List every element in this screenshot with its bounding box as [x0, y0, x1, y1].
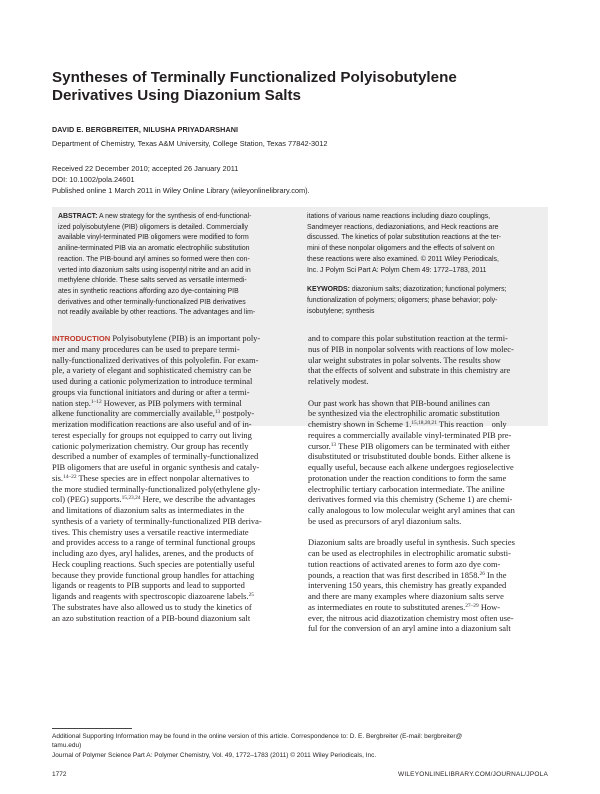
body-line: as intermediates en route to substituted arenes.$^{27-29}$ How- [308, 601, 501, 612]
citation: 27–29 [465, 602, 479, 609]
body-line: can be used as electrophiles in electrophilic aromatic substi- [308, 548, 511, 558]
body-line: nus of PIB in nonpolar solvents with reactions of low molec- [308, 343, 514, 354]
body-line: ligands and reagents with spectroscopic diazoarene labels.$^{25}$ [52, 591, 254, 601]
author-list: DAVID E. BERGBREITER, NILUSHA PRIYADARSHANI [52, 125, 239, 134]
footnotes [52, 732, 548, 760]
abstract-line: discussed. The kinetics of polar substitution reactions at the ter- [307, 234, 502, 242]
body-line: be synthesized via the electrophilic aromatic substitution [308, 408, 500, 419]
body-line: nation step.$^{1-12}$ However, as PIB polymers with terminal [52, 397, 242, 408]
supporting-info-note-cont: tamu.edu) [52, 742, 82, 750]
body-line: The substrates have also allowed us to study the kinetics of [52, 601, 252, 612]
body-line: Polyisobutylene (PIB) is an important poly- [112, 333, 261, 343]
abstract-line: ABSTRACT: A new strategy for the synthesis of end-functional- [58, 213, 252, 220]
abstract-line: reaction. The PIB-bound aryl amines so formed were then con- [58, 255, 250, 263]
abstract-label: ABSTRACT: [58, 213, 98, 220]
body-line: intervening 150 years, this chemistry has greatly expanded [308, 580, 507, 591]
abstract-column-left [58, 212, 296, 319]
body-line: Diazonium salts are broadly useful in synthesis. Such species [308, 537, 515, 548]
body-line: chemistry shown in Scheme 1.$^{15,18,20,21}$ This reaction only [308, 419, 507, 429]
body-line: cursor.$^{13}$ These PIB oligomers can be terminated with either [308, 440, 510, 451]
body-line: derivatives formed via this chemistry (Scheme 1) are chemi- [308, 494, 513, 505]
article-title [52, 69, 522, 105]
abstract-line: these reactions were also examined. © 2011 Wiley Periodicals, [307, 255, 499, 263]
abstract-line: methylene chloride. These salts served as versatile intermedi- [58, 277, 247, 285]
body-line: PIB oligomers that are useful in organic synthesis and cataly- [52, 462, 260, 472]
keywords-line: isobutylene; synthesis [307, 307, 375, 315]
body-line: Our past work has shown that PIB-bound anilines can [308, 397, 490, 408]
body-line: equally useful, because each alkene undergoes regioselective [308, 462, 514, 472]
body-line: be used as precursors of aryl diazonium salts. [308, 515, 462, 526]
body-line: and there are many examples where diazonium salts serve [308, 591, 504, 601]
body-line: cally analogous to low molecular weight aryl amines that can [308, 505, 515, 515]
body-line: sis.$^{14-22}$ These species are in effect nonpolar alternatives to [52, 472, 250, 483]
body-line: and provides access to a range of terminal functional groups [52, 537, 256, 548]
abstract-column-right [307, 212, 545, 317]
body-line: tives. This chemistry uses a versatile reactive intermediate [52, 526, 249, 537]
body-line: merization modification reactions are also useful and of in- [52, 419, 252, 429]
abstract-line: ized polyisobutylene (PIB) oligomers is detailed. Commercially [58, 223, 248, 231]
body-column-right [308, 333, 548, 634]
abstract-line: ates in synthetic reactions affording azo dye-containing PIB [58, 287, 239, 295]
body-line: tution reactions of activated arenes to form azo dye com- [308, 558, 501, 569]
abstract-line: aniline-terminated PIB via an aromatic electrophilic substitution [58, 245, 250, 253]
body-line: including azo dyes, aryl halides, arenes, and the products of [52, 548, 254, 558]
abstract-line: available vinyl-terminated PIB oligomers were modified to form [58, 234, 249, 242]
abstract-line: not readily available by other reactions. The advantages and lim- [58, 309, 256, 317]
abstract-line: verted into diazonium salts using isopentyl nitrite and an acid in [58, 266, 251, 274]
body-line: terest especially for groups not equipped to carry out living [52, 429, 252, 440]
body-line: cationic polymerization chemistry. Our group has recently [52, 440, 249, 451]
page-number: 1772 [52, 771, 67, 778]
body-line: the more studied terminally-functionalized poly(ethylene gly- [52, 483, 261, 494]
body-line: pounds, a reaction that was first described in 1858.26 In the [308, 569, 507, 580]
body-line: requires a commercially available vinyl-terminated PIB pre- [308, 429, 512, 440]
introduction-heading: INTRODUCTION [52, 334, 111, 343]
body-line: ever, the nitrous acid diazotization chemistry most often use- [308, 612, 514, 623]
title-line-1: Syntheses of Terminally Functionalized Polyisobutylene [52, 69, 457, 86]
body-line: an azo substitution reaction of a PIB-bound diazonium salt [52, 612, 251, 623]
journal-url: WILEYONLINELIBRARY.COM/JOURNAL/JPOLA [398, 771, 548, 778]
body-line: ligands or reagents to PIB supports and lead to supported [52, 580, 245, 591]
body-line: Heck coupling reactions. Such species are potentially useful [52, 558, 255, 569]
body-line: ular weight substrates in polar solvents. The results show [308, 354, 501, 365]
body-line: because they provide functional group handles for attaching [52, 569, 255, 580]
body-line: nally-functionalized derivatives of this polyolefin. For exam- [52, 354, 259, 365]
received-date: Received 22 December 2010; accepted 26 January 2011 [52, 164, 239, 173]
doi: DOI: 10.1002/pola.24601 [52, 175, 135, 184]
journal-citation: Journal of Polymer Science Part A: Polymer Chemistry, Vol. 49, 1772–1783 (2011) © 2011 Wiley Periodicals, Inc. [52, 751, 377, 759]
abstract-line: Sandmeyer reactions, dediazoniations, and Heck reactions are [307, 223, 499, 231]
footnote-divider [52, 728, 132, 729]
keywords-label: KEYWORDS: [307, 286, 350, 294]
citation: 15,23,24 [121, 495, 141, 502]
body-line: col) (PEG) supports.$^{15,23,24}$ Here, we describe the advantages [52, 494, 256, 505]
affiliation: Department of Chemistry, Texas A&M University, College Station, Texas 77842-3012 [52, 139, 328, 148]
abstract-line: mini of these nonpolar oligomers and the effects of solvent on [307, 245, 495, 253]
published-date: Published online 1 March 2011 in Wiley Online Library (wileyonlinelibrary.com). [52, 186, 310, 195]
body-line: and to compare this polar substitution reaction at the termi- [308, 333, 508, 343]
citation: 25 [248, 592, 254, 598]
abstract-line: derivatives and other terminally-functionalized PIB derivatives [58, 298, 246, 306]
keywords-line: functionalization of polymers; oligomers; phase behavior; poly- [307, 296, 498, 304]
body-line: synthesis of a variety of terminally-functionalized PIB deriva- [52, 515, 262, 526]
body-line: electrophilic tertiary carbocation intermediate. The aniline [308, 483, 505, 494]
body-line: alkene functionality are commercially available,$^{13}$ postpoly- [52, 408, 255, 419]
body-line: and limitations of diazonium salts as intermediates in the [52, 505, 245, 515]
body-line: groups via functional initiators and during or after a termi- [52, 386, 250, 397]
title-line-2: Derivatives Using Diazonium Salts [52, 87, 301, 104]
citation: 15,18,20,21 [411, 420, 437, 426]
body-line: disubstituted or trisubstituted double bonds. Either alkene is [308, 451, 511, 462]
body-line: described a number of examples of terminally-functionalized [52, 451, 259, 462]
body-line: relatively modest. [308, 376, 369, 386]
citation: 13 [214, 409, 221, 416]
citation: 14–22 [63, 473, 77, 480]
body-line: mer and many procedures can be used to prepare termi- [52, 343, 240, 354]
keywords-line: KEYWORDS: diazonium salts; diazotization; functional polymers; [307, 286, 507, 294]
body-column-left [52, 333, 292, 623]
publication-dates [52, 163, 310, 196]
supporting-info-note: Additional Supporting Information may be found in the online version of this article. Correspondence to: D. E. Bergbreiter (E-mail: bergbreiter@ [52, 733, 463, 740]
body-line: used during a cationic polymerization to introduce terminal [52, 376, 253, 386]
body-line: that the effects of solvent and substrate in this chemistry are [308, 365, 511, 376]
body-line: protonation under the reaction conditions to form the same [308, 472, 507, 483]
abstract-line: itations of various name reactions including diazo couplings, [307, 213, 491, 220]
body-line: ple, a variety of elegant and sophisticated chemistry can be [52, 365, 252, 376]
citation: 26 [479, 570, 485, 577]
abstract-line: Inc. J Polym Sci Part A: Polym Chem 49: 1772–1783, 2011 [307, 266, 487, 274]
body-line: ful for the conversion of an aryl amine into a diazonium salt [308, 623, 511, 634]
citation: 1–12 [90, 398, 102, 405]
citation: 13 [330, 441, 337, 448]
